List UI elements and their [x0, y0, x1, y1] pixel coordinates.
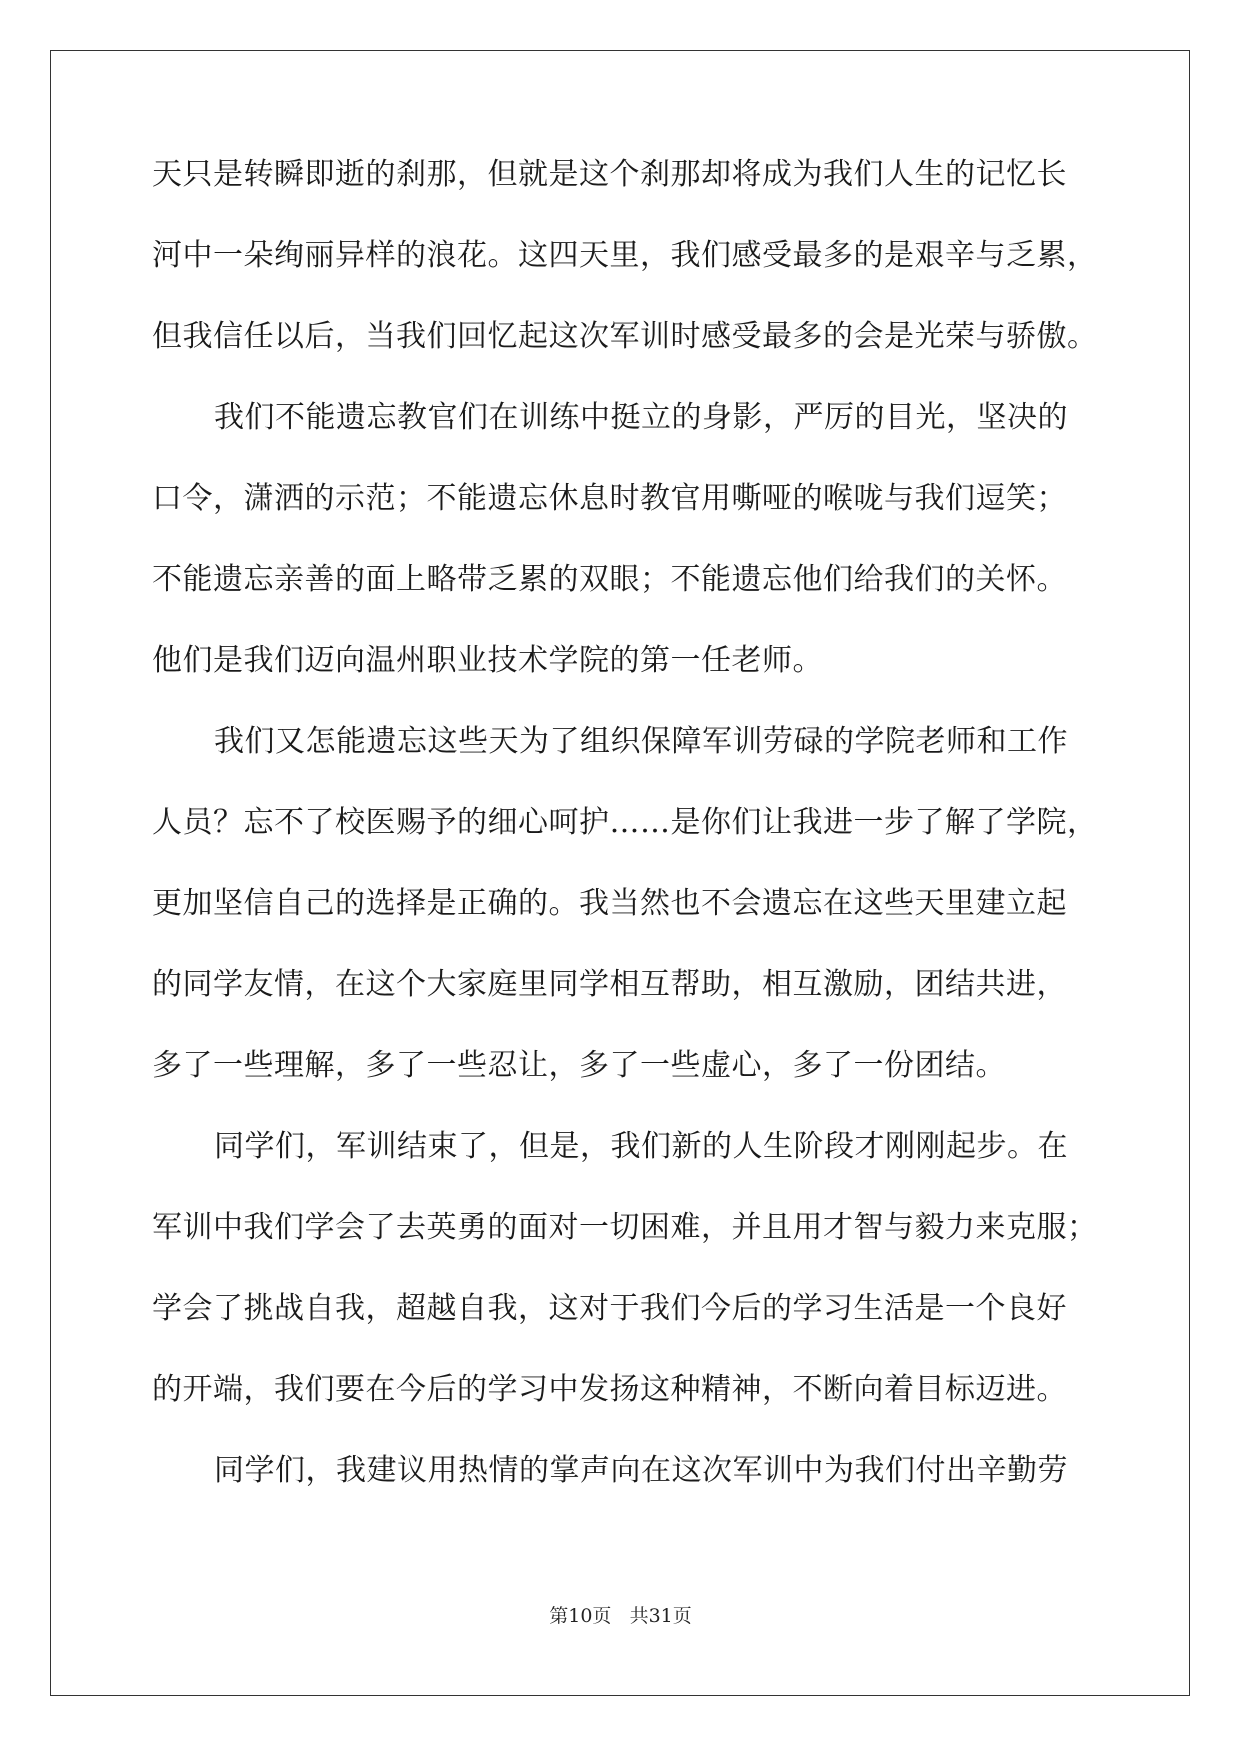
text-line: 人员？忘不了校医赐予的细心呵护……是你们让我进一步了解了学院，	[152, 805, 1098, 840]
text-line: 更加坚信自己的选择是正确的。我当然也不会遗忘在这些天里建立起	[152, 886, 1067, 921]
text-line: 的同学友情，在这个大家庭里同学相互帮助，相互激励，团结共进，	[152, 967, 1067, 1002]
text-line: 但我信任以后，当我们回忆起这次军训时感受最多的会是光荣与骄傲。	[152, 319, 1098, 354]
text-line: 同学们，军训结束了，但是，我们新的人生阶段才刚刚起步。在	[214, 1129, 1068, 1164]
current-page-label: 第10页	[549, 1605, 612, 1627]
text-line: 学会了挑战自我，超越自我，这对于我们今后的学习生活是一个良好	[152, 1291, 1067, 1326]
document-body	[152, 157, 1098, 1537]
text-line: 军训中我们学会了去英勇的面对一切困难，并且用才智与毅力来克服；	[152, 1210, 1098, 1245]
total-pages-label: 共31页	[629, 1605, 692, 1627]
text-line: 他们是我们迈向温州职业技术学院的第一任老师。	[152, 643, 823, 678]
text-line: 不能遗忘亲善的面上略带乏累的双眼；不能遗忘他们给我们的关怀。	[152, 562, 1067, 597]
text-line: 天只是转瞬即逝的刹那，但就是这个刹那却将成为我们人生的记忆长	[152, 157, 1067, 192]
page-number-footer	[0, 1604, 1241, 1628]
text-line: 河中一朵绚丽异样的浪花。这四天里，我们感受最多的是艰辛与乏累，	[152, 238, 1098, 273]
text-line: 多了一些理解，多了一些忍让，多了一些虚心，多了一份团结。	[152, 1048, 1006, 1083]
text-line: 同学们，我建议用热情的掌声向在这次军训中为我们付出辛勤劳	[214, 1453, 1068, 1488]
text-line: 我们又怎能遗忘这些天为了组织保障军训劳碌的学院老师和工作	[214, 724, 1068, 759]
text-line: 我们不能遗忘教官们在训练中挺立的身影，严厉的目光，坚决的	[214, 400, 1068, 435]
text-line: 的开端，我们要在今后的学习中发扬这种精神，不断向着目标迈进。	[152, 1372, 1067, 1407]
text-line: 口令，潇洒的示范；不能遗忘休息时教官用嘶哑的喉咙与我们逗笑；	[152, 481, 1067, 516]
